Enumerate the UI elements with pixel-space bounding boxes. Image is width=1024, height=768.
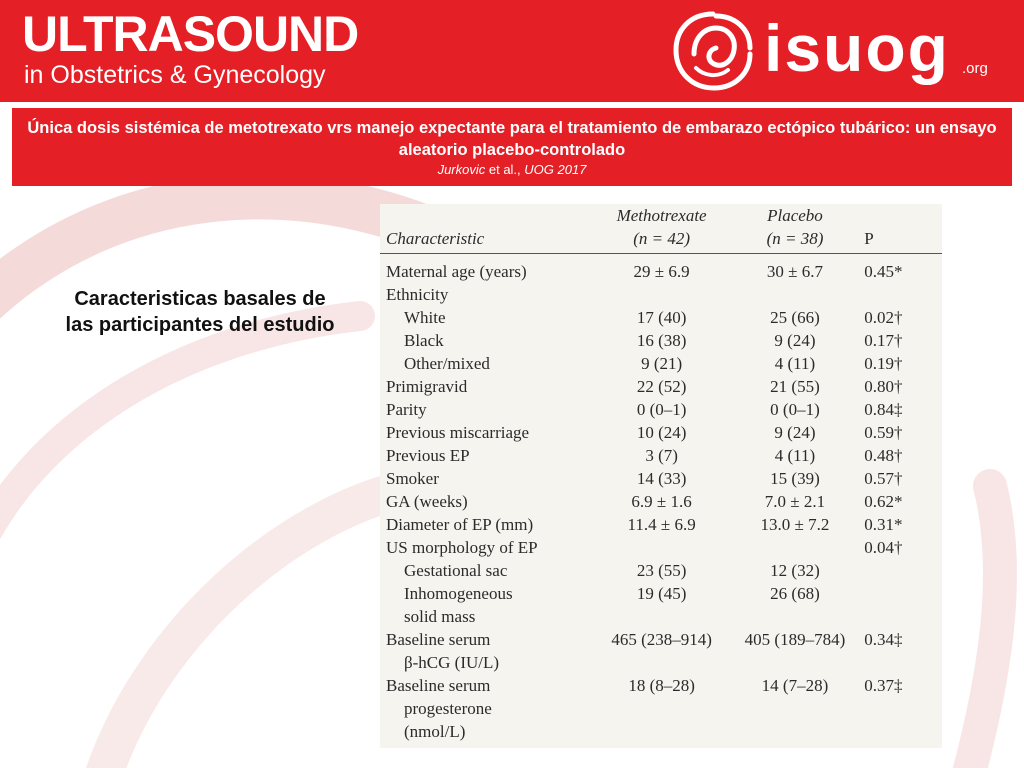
row-methotrexate-value: 17 (40): [636, 308, 687, 327]
baseline-characteristics-table: [380, 204, 942, 748]
table-row: [380, 331, 942, 354]
row-placebo-value: [734, 722, 857, 745]
table-row: [380, 254, 942, 286]
row-p-value: 0.37‡: [864, 676, 903, 695]
table-row: [380, 722, 942, 745]
header-methotrexate: Methotrexate: [616, 206, 707, 225]
table-row: [380, 492, 942, 515]
row-label: Gestational sac: [404, 561, 508, 580]
row-label: Primigravid: [386, 377, 468, 396]
table-body: [380, 254, 942, 746]
row-p-value: [856, 722, 942, 745]
row-label: (nmol/L): [404, 722, 466, 741]
row-label: Maternal age (years): [386, 262, 527, 281]
row-methotrexate-value: 0 (0–1): [636, 400, 687, 419]
row-placebo-value: 0 (0–1): [770, 400, 820, 419]
row-placebo-value: 9 (24): [774, 423, 816, 442]
row-label: Previous EP: [386, 446, 470, 465]
row-methotrexate-value: 11.4 ± 6.9: [627, 515, 696, 534]
citation-journal: UOG 2017: [524, 162, 587, 177]
header-characteristic: Characteristic: [380, 227, 590, 254]
row-placebo-value: 12 (32): [770, 561, 820, 580]
row-label: Inhomogeneous: [404, 584, 513, 603]
table-row: [380, 653, 942, 676]
header-p: P: [856, 227, 942, 254]
table-row: [380, 561, 942, 584]
row-p-value: [856, 584, 942, 607]
row-label: Baseline serum: [386, 676, 491, 695]
brand-title: ULTRASOUND: [22, 6, 359, 62]
table-row: [380, 354, 942, 377]
row-methotrexate-value: 19 (45): [636, 584, 687, 603]
row-label: Black: [404, 331, 444, 350]
table-row: [380, 630, 942, 653]
table-row: [380, 446, 942, 469]
row-label: Baseline serum: [386, 630, 491, 649]
row-label: progesterone: [404, 699, 492, 718]
row-placebo-value: 15 (39): [770, 469, 820, 488]
row-label: solid mass: [404, 607, 476, 626]
row-p-value: 0.02†: [864, 308, 903, 327]
row-label: US morphology of EP: [386, 538, 538, 557]
row-methotrexate-value: [590, 699, 734, 722]
header-blank-p: [856, 204, 942, 227]
row-p-value: 0.17†: [864, 331, 903, 350]
row-placebo-value: [734, 653, 857, 676]
row-label: Previous miscarriage: [386, 423, 530, 442]
citation-author: Jurkovic: [437, 162, 486, 177]
row-methotrexate-value: [590, 538, 734, 561]
row-methotrexate-value: [590, 653, 734, 676]
row-methotrexate-value: 465 (238–914): [611, 630, 712, 649]
row-label: Smoker: [386, 469, 439, 488]
row-placebo-value: [734, 538, 857, 561]
row-methotrexate-value: 18 (8–28): [628, 676, 695, 695]
row-p-value: 0.04†: [864, 538, 903, 557]
table-row: [380, 308, 942, 331]
row-placebo-value: 9 (24): [774, 331, 816, 350]
table-header-row: [380, 227, 942, 254]
row-placebo-value: 26 (68): [770, 584, 820, 603]
row-p-value: 0.57†: [864, 469, 903, 488]
table-row: [380, 538, 942, 561]
row-methotrexate-value: 9 (21): [641, 354, 683, 373]
header-placebo-n: (n = 38): [734, 227, 857, 254]
row-p-value: 0.48†: [864, 446, 903, 465]
row-p-value: 0.34‡: [864, 630, 903, 649]
row-label: Other/mixed: [404, 354, 490, 373]
brand-subtitle: in Obstetrics & Gynecology: [24, 61, 326, 89]
row-placebo-value: [734, 699, 857, 722]
row-label: Ethnicity: [386, 285, 449, 304]
isuog-logo-text: isuog: [764, 11, 950, 85]
table-row: [380, 607, 942, 630]
row-p-value: [856, 561, 942, 584]
table-row: [380, 285, 942, 308]
row-placebo-value: 25 (66): [770, 308, 820, 327]
row-p-value: [856, 653, 942, 676]
row-methotrexate-value: 6.9 ± 1.6: [631, 492, 692, 511]
row-label: White: [404, 308, 446, 327]
table-row: [380, 423, 942, 446]
row-methotrexate-value: [590, 285, 734, 308]
header-placebo: Placebo: [767, 206, 823, 225]
row-placebo-value: 21 (55): [770, 377, 820, 396]
row-methotrexate-value: [590, 607, 734, 630]
row-placebo-value: 4 (11): [774, 354, 816, 373]
table-row: [380, 400, 942, 423]
table-caption: Caracteristicas basales de las participantes del estudio: [65, 288, 335, 336]
row-placebo-value: 4 (11): [774, 446, 816, 465]
row-p-value: [856, 607, 942, 630]
row-methotrexate-value: 10 (24): [636, 423, 687, 442]
header-banner: [0, 0, 1024, 102]
row-methotrexate-value: 3 (7): [645, 446, 678, 465]
row-p-value: [856, 285, 942, 308]
table-row: [380, 469, 942, 492]
row-placebo-value: 14 (7–28): [761, 676, 829, 695]
row-p-value: 0.62*: [864, 492, 903, 511]
row-p-value: 0.45*: [864, 262, 903, 281]
header-blank: [380, 204, 590, 227]
row-placebo-value: [734, 607, 857, 630]
row-placebo-value: 13.0 ± 7.2: [760, 515, 830, 534]
header-methotrexate-n: (n = 42): [590, 227, 734, 254]
isuog-logo-suffix: .org: [962, 60, 988, 77]
row-label: Diameter of EP (mm): [386, 515, 534, 534]
row-methotrexate-value: 14 (33): [636, 469, 687, 488]
citation: [12, 161, 1012, 179]
row-methotrexate-value: 23 (55): [636, 561, 687, 580]
citation-mid: et al.,: [485, 162, 525, 177]
row-placebo-value: [734, 285, 857, 308]
row-p-value: 0.80†: [864, 377, 903, 396]
row-placebo-value: 30 ± 6.7: [766, 262, 824, 281]
row-methotrexate-value: 29 ± 6.9: [633, 262, 690, 281]
row-p-value: [856, 699, 942, 722]
slide-title-box: [12, 108, 1012, 186]
slide-title: Única dosis sistémica de metotrexato vrs manejo expectante para el tratamiento de embarazo ectópico tubárico: un ensayo aleatorio placebo-controlado: [27, 119, 997, 159]
row-methotrexate-value: 22 (52): [636, 377, 687, 396]
table-row: [380, 515, 942, 538]
row-label: Parity: [386, 400, 427, 419]
data-table: [380, 204, 942, 745]
table-row: [380, 676, 942, 699]
table-header-row-top: [380, 204, 942, 227]
row-p-value: 0.59†: [864, 423, 903, 442]
table-row: [380, 699, 942, 722]
isuog-emblem-icon: [670, 8, 756, 94]
row-placebo-value: 405 (189–784): [744, 630, 846, 649]
row-placebo-value: 7.0 ± 2.1: [764, 492, 826, 511]
table-row: [380, 584, 942, 607]
row-label: GA (weeks): [386, 492, 468, 511]
row-p-value: 0.31*: [864, 515, 903, 534]
row-methotrexate-value: 16 (38): [636, 331, 687, 350]
row-p-value: 0.19†: [864, 354, 903, 373]
row-methotrexate-value: [590, 722, 734, 745]
row-p-value: 0.84‡: [864, 400, 903, 419]
table-row: [380, 377, 942, 400]
row-label: β-hCG (IU/L): [404, 653, 500, 672]
